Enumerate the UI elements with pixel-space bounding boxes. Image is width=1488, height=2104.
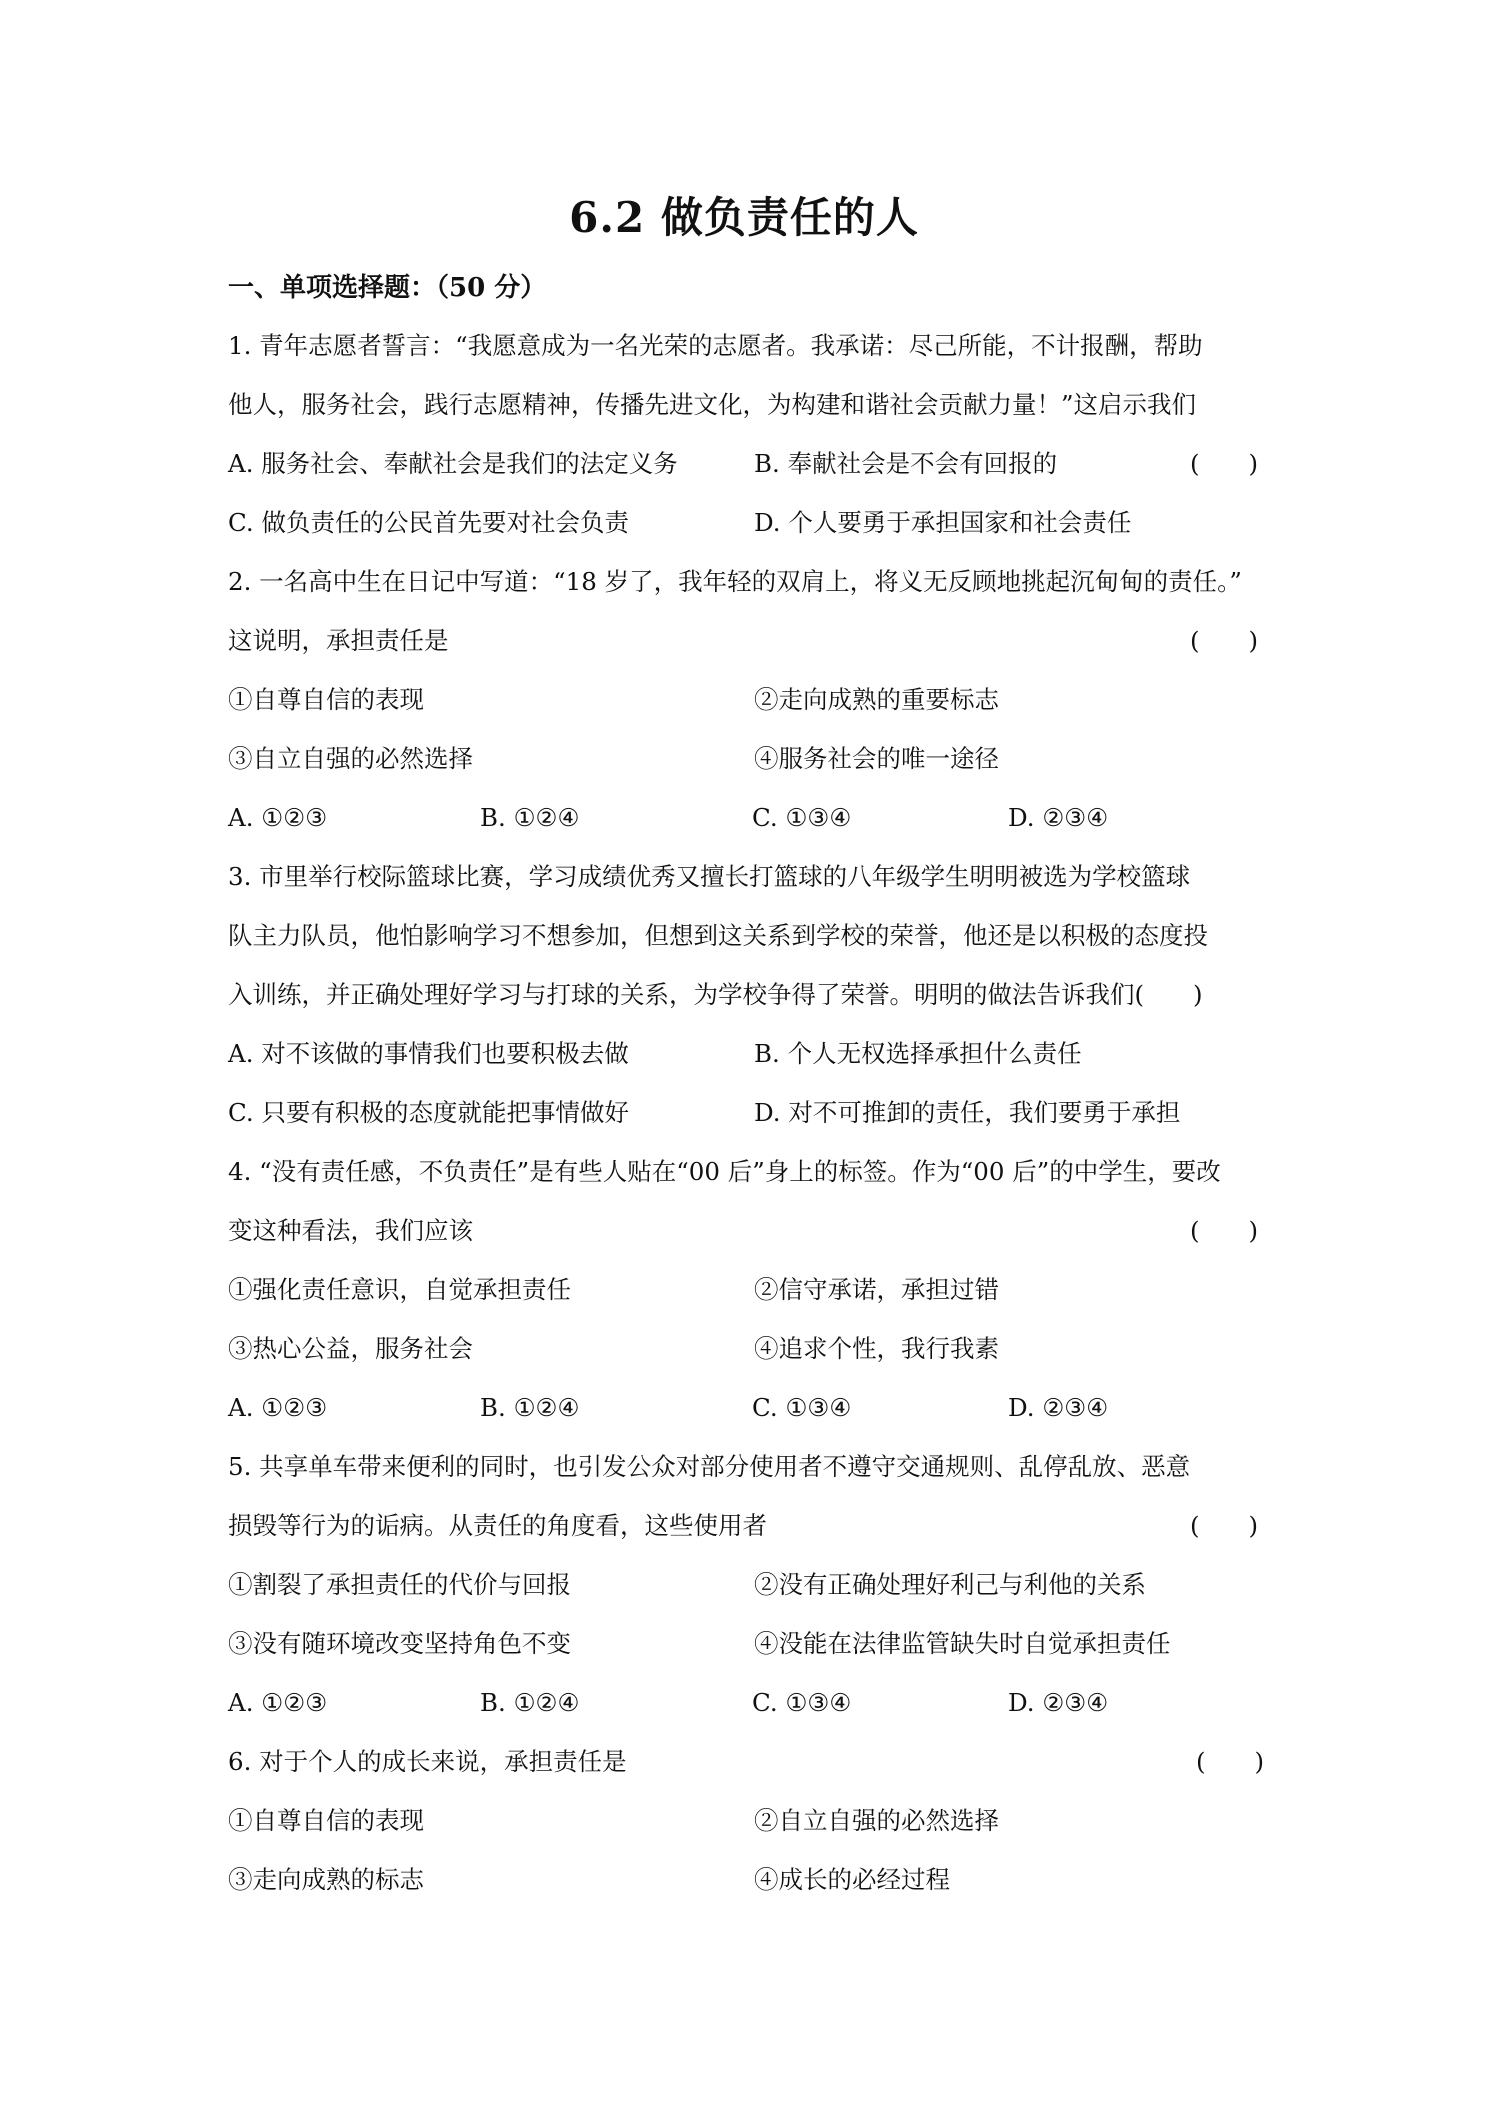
q5-answer-paren: ( ) [1190,1511,1259,1540]
q1-option-a: A. 服务社会、奉献社会是我们的法定义务 [228,449,678,478]
q1-answer-paren: ( ) [1190,449,1259,478]
q5-option-b: B. ①②④ [480,1688,580,1717]
q4-option-b: B. ①②④ [480,1393,580,1422]
section-heading: 一、单项选择题：（50 分） [228,273,547,303]
q4-answer-paren: ( ) [1190,1216,1259,1245]
q1-option-d: D. 个人要勇于承担国家和社会责任 [754,508,1132,537]
q4-statement-1: ①强化责任意识，自觉承担责任 [228,1275,571,1304]
q6-statement-4: ④成长的必经过程 [754,1865,950,1894]
q2-statement-3: ③自立自强的必然选择 [228,744,473,773]
q2-statement-2: ②走向成熟的重要标志 [754,685,999,714]
q2-statement-1: ①自尊自信的表现 [228,685,424,714]
q4-statement-4: ④追求个性，我行我素 [754,1334,999,1363]
q5-stem-line-2: 损毁等行为的诟病。从责任的角度看，这些使用者 [228,1511,767,1540]
q3-option-c: C. 只要有积极的态度就能把事情做好 [228,1098,629,1127]
q4-statement-3: ③热心公益，服务社会 [228,1334,473,1363]
q6-stem-line-1: 6. 对于个人的成长来说，承担责任是 [228,1747,627,1776]
q2-option-c: C. ①③④ [752,803,852,832]
q6-statement-2: ②自立自强的必然选择 [754,1806,999,1835]
q4-option-d: D. ②③④ [1008,1393,1109,1422]
q2-option-d: D. ②③④ [1008,803,1109,832]
q3-stem-line-1: 3. 市里举行校际篮球比赛，学习成绩优秀又擅长打篮球的八年级学生明明被选为学校篮球 [228,862,1191,891]
q5-option-d: D. ②③④ [1008,1688,1109,1717]
q1-stem-line-2: 他人，服务社会，践行志愿精神，传播先进文化，为构建和谐社会贡献力量！”这启示我们 [228,390,1197,419]
q3-option-a: A. 对不该做的事情我们也要积极去做 [228,1039,629,1068]
q2-option-a: A. ①②③ [228,803,328,832]
q2-stem-line-1: 2. 一名高中生在日记中写道：“18 岁了，我年轻的双肩上，将义无反顾地挑起沉甸甸的责任。” [228,567,1242,596]
q2-stem-line-2: 这说明，承担责任是 [228,626,449,655]
q2-option-b: B. ①②④ [480,803,580,832]
q4-stem-line-2: 变这种看法，我们应该 [228,1216,473,1245]
q6-statement-3: ③走向成熟的标志 [228,1865,424,1894]
q3-option-b: B. 个人无权选择承担什么责任 [754,1039,1082,1068]
page-title: 6.2 做负责任的人 [569,193,919,242]
q5-statement-3: ③没有随环境改变坚持角色不变 [228,1629,571,1658]
q6-statement-1: ①自尊自信的表现 [228,1806,424,1835]
q4-option-c: C. ①③④ [752,1393,852,1422]
q3-option-d: D. 对不可推卸的责任，我们要勇于承担 [754,1098,1181,1127]
q4-statement-2: ②信守承诺，承担过错 [754,1275,999,1304]
q3-stem-line-3: 入训练，并正确处理好学习与打球的关系，为学校争得了荣誉。明明的做法告诉我们( ) [228,980,1203,1009]
q5-statement-1: ①割裂了承担责任的代价与回报 [228,1570,571,1599]
q4-option-a: A. ①②③ [228,1393,328,1422]
q1-stem-line-1: 1. 青年志愿者誓言：“我愿意成为一名光荣的志愿者。我承诺：尽己所能，不计报酬，帮助 [228,331,1203,360]
q5-stem-line-1: 5. 共享单车带来便利的同时，也引发公众对部分使用者不遵守交通规则、乱停乱放、恶意 [228,1452,1191,1481]
q2-statement-4: ④服务社会的唯一途径 [754,744,999,773]
q1-option-b: B. 奉献社会是不会有回报的 [754,449,1058,478]
q5-option-c: C. ①③④ [752,1688,852,1717]
q6-answer-paren: ( ) [1196,1747,1265,1776]
q5-statement-2: ②没有正确处理好利己与利他的关系 [754,1570,1146,1599]
q1-option-c: C. 做负责任的公民首先要对社会负责 [228,508,629,537]
q5-option-a: A. ①②③ [228,1688,328,1717]
q3-stem-line-2: 队主力队员，他怕影响学习不想参加，但想到这关系到学校的荣誉，他还是以积极的态度投 [228,921,1208,950]
q2-answer-paren: ( ) [1190,626,1259,655]
q4-stem-line-1: 4. “没有责任感，不负责任”是有些人贴在“00 后”身上的标签。作为“00 后”的中学生，要改 [228,1157,1221,1186]
q5-statement-4: ④没能在法律监管缺失时自觉承担责任 [754,1629,1171,1658]
